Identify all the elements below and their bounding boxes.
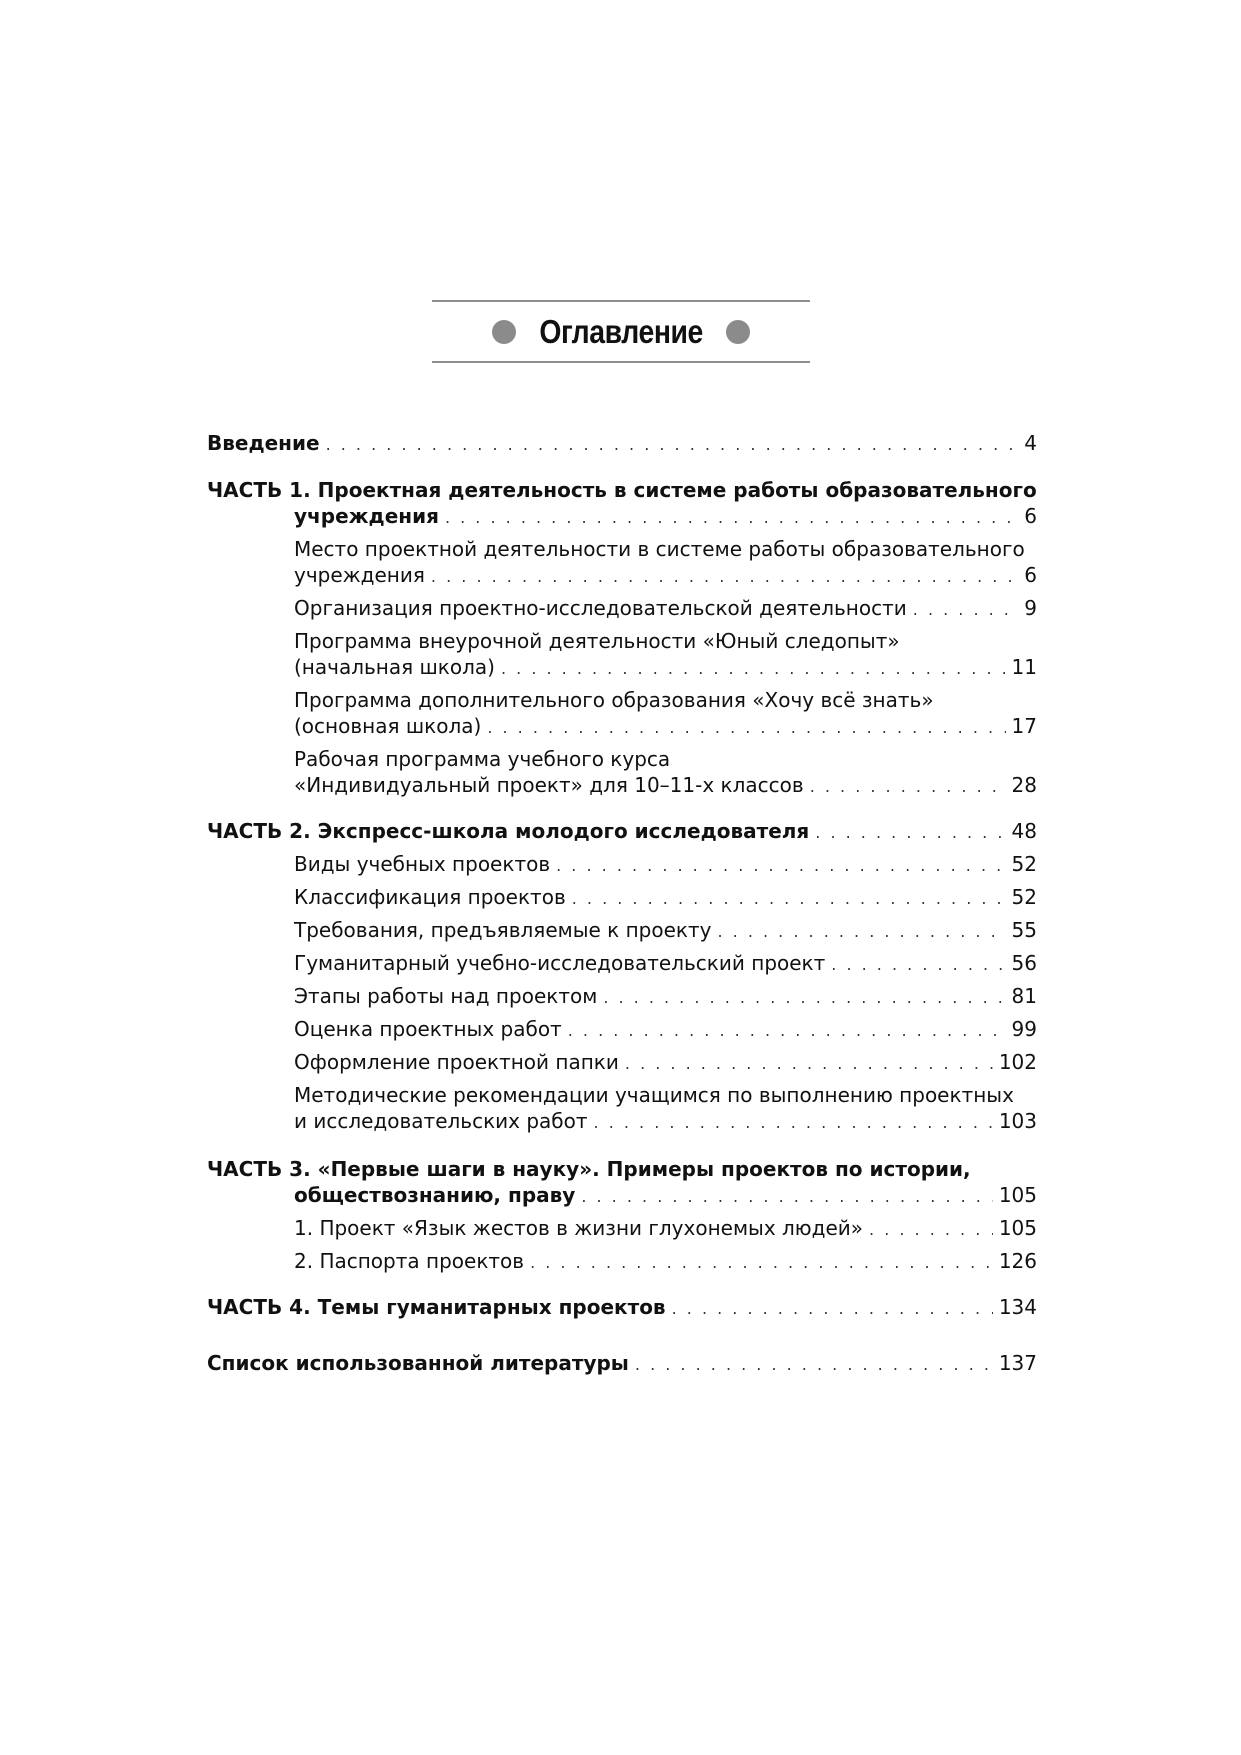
toc-entry-label-cont: учреждения: [294, 504, 439, 528]
toc-page-number: 126: [998, 1249, 1037, 1273]
dot-leader: [572, 884, 1006, 912]
toc-page-number: 105: [998, 1183, 1037, 1207]
toc-subentry[interactable]: [207, 884, 1037, 912]
toc-page-number: 11: [1011, 655, 1037, 679]
dot-leader: [594, 1108, 993, 1136]
dot-leader: [717, 917, 1005, 945]
toc-subentry[interactable]: [207, 983, 1037, 1011]
dot-leader: [815, 818, 1005, 846]
toc-entry-label: ЧАСТЬ 3. «Первые шаги в науку». Примеры проектов по истории,: [207, 1157, 971, 1181]
toc-page-number: 105: [998, 1216, 1037, 1240]
toc-subentry[interactable]: [207, 1016, 1037, 1044]
toc-entry-label: ЧАСТЬ 1. Проектная деятельность в системе работы образовательного: [207, 478, 1037, 502]
toc-subentry-label: Рабочая программа учебного курса: [294, 747, 671, 771]
toc-subentry-label: Оценка проектных работ: [294, 1017, 562, 1041]
toc-subentry-label-cont: (начальная школа): [294, 655, 495, 679]
dot-leader: [869, 1215, 993, 1243]
dot-leader: [501, 654, 1006, 682]
toc-heading-block: [432, 300, 810, 366]
toc-page-number: 137: [998, 1351, 1037, 1375]
toc-subentry[interactable]: [207, 1248, 1037, 1276]
toc-page-number: 6: [1024, 563, 1037, 587]
toc-subentry[interactable]: [207, 1082, 1037, 1136]
toc-page-number: 99: [1011, 1017, 1037, 1041]
dot-leader: [635, 1350, 993, 1378]
dot-leader: [625, 1049, 993, 1077]
toc-subentry-label: Программа дополнительного образования «Хочу всё знать»: [294, 688, 934, 712]
toc-subentry[interactable]: [207, 628, 1037, 682]
dot-leader: [556, 851, 1005, 879]
toc-entry-part3[interactable]: [207, 1156, 1037, 1210]
toc-page-number: 134: [998, 1295, 1037, 1319]
toc-subentry-label: Методические рекомендации учащимся по выполнению проектных: [294, 1083, 1014, 1107]
toc-page-number: 4: [1024, 431, 1037, 455]
dot-leader: [581, 1182, 992, 1210]
toc-subentry[interactable]: [207, 1049, 1037, 1077]
toc-page-number: 17: [1011, 714, 1037, 738]
bullet-left-icon: [492, 320, 516, 344]
toc-subentry-label: Классификация проектов: [294, 885, 566, 909]
table-of-contents: [207, 430, 1037, 1378]
dot-leader: [431, 562, 1018, 590]
toc-subentry[interactable]: [207, 917, 1037, 945]
dot-leader: [913, 595, 1019, 623]
toc-subentry-label: 1. Проект «Язык жестов в жизни глухонемых людей»: [294, 1216, 864, 1240]
toc-subentry-label-cont: «Индивидуальный проект» для 10–11-х классов: [294, 773, 804, 797]
heading-row: [432, 302, 810, 361]
dot-leader: [831, 950, 1005, 978]
dot-leader: [810, 772, 1006, 800]
toc-entry-label: Введение: [207, 431, 320, 455]
toc-page-number: 52: [1011, 885, 1037, 909]
toc-entry-intro[interactable]: [207, 430, 1037, 458]
dot-leader: [672, 1294, 993, 1322]
toc-page-number: 81: [1011, 984, 1037, 1008]
toc-subentry-label: Этапы работы над проектом: [294, 984, 598, 1008]
toc-page-number: 28: [1011, 773, 1037, 797]
toc-subentry-label-cont: и исследовательских работ: [294, 1109, 588, 1133]
toc-subentry-label: Программа внеурочной деятельности «Юный следопыт»: [294, 629, 900, 653]
toc-subentry-label: Организация проектно-исследовательской деятельности: [294, 596, 907, 620]
toc-subentry[interactable]: [207, 746, 1037, 800]
toc-subentry[interactable]: [207, 1215, 1037, 1243]
toc-subentry[interactable]: [207, 950, 1037, 978]
toc-subentry-label: Требования, предъявляемые к проекту: [294, 918, 712, 942]
toc-page-number: 102: [998, 1050, 1037, 1074]
toc-subentry[interactable]: [207, 687, 1037, 741]
toc-entry-references[interactable]: [207, 1350, 1037, 1378]
heading-bottom-rule: [432, 361, 810, 363]
toc-subentry-label-cont: учреждения: [294, 563, 425, 587]
toc-subentry-label: Место проектной деятельности в системе работы образовательного: [294, 537, 1025, 561]
page-title: Оглавление: [539, 312, 703, 350]
toc-entry-label: ЧАСТЬ 4. Темы гуманитарных проектов: [207, 1295, 666, 1319]
toc-subentry-label: Виды учебных проектов: [294, 852, 551, 876]
toc-subentry-label: 2. Паспорта проектов: [294, 1249, 525, 1273]
toc-entry-part2[interactable]: [207, 818, 1037, 846]
toc-entry-part4[interactable]: [207, 1294, 1037, 1322]
toc-entry-label: Список использованной литературы: [207, 1351, 629, 1375]
toc-entry-part1[interactable]: [207, 477, 1037, 531]
dot-leader: [568, 1016, 1006, 1044]
toc-subentry-label-cont: (основная школа): [294, 714, 482, 738]
toc-entry-label: ЧАСТЬ 2. Экспресс-школа молодого исследователя: [207, 819, 810, 843]
dot-leader: [487, 713, 1005, 741]
toc-page-number: 56: [1011, 951, 1037, 975]
dot-leader: [603, 983, 1005, 1011]
toc-page-number: 103: [998, 1109, 1037, 1133]
toc-page-number: 52: [1011, 852, 1037, 876]
dot-leader: [445, 503, 1018, 531]
toc-page-number: 48: [1011, 819, 1037, 843]
toc-subentry[interactable]: [207, 595, 1037, 623]
toc-subentry-label: Оформление проектной папки: [294, 1050, 619, 1074]
toc-subentry[interactable]: [207, 851, 1037, 879]
toc-entry-label-cont: обществознанию, праву: [294, 1183, 576, 1207]
toc-page-number: 55: [1011, 918, 1037, 942]
dot-leader: [326, 430, 1019, 458]
toc-page-number: 6: [1024, 504, 1037, 528]
dot-leader: [530, 1248, 993, 1276]
toc-subentry[interactable]: [207, 536, 1037, 590]
toc-page-number: 9: [1024, 596, 1037, 620]
bullet-right-icon: [726, 320, 750, 344]
toc-subentry-label: Гуманитарный учебно-исследовательский проект: [294, 951, 826, 975]
